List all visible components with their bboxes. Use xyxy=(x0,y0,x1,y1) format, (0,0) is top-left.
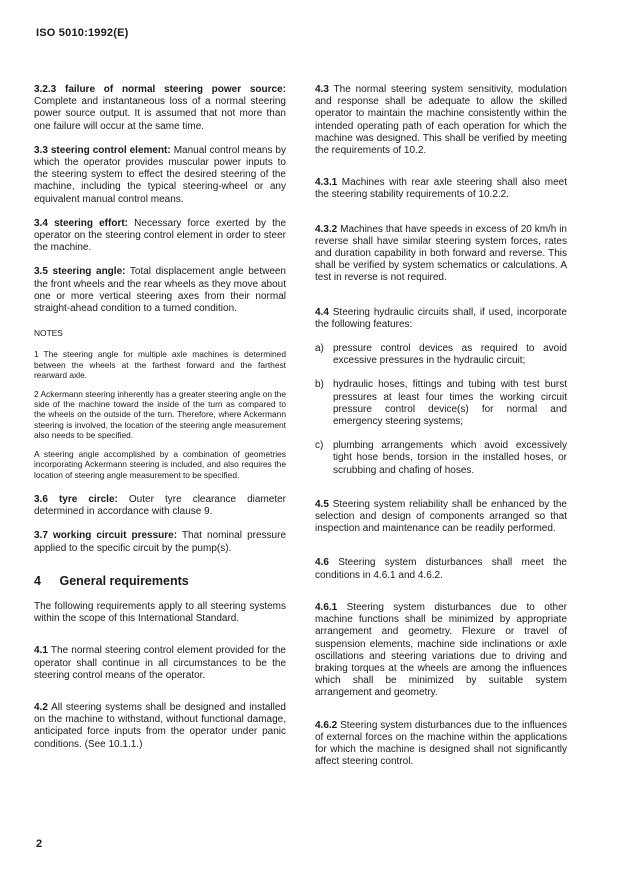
clause-number: 3.5 xyxy=(34,266,48,278)
requirement-4-2 xyxy=(34,702,286,751)
list-text: pressure control devices as required to avoid excessive pressures in the hydraulic circuit; xyxy=(333,343,567,367)
clause-number: 4.5 xyxy=(315,498,329,510)
requirement-4-1 xyxy=(34,645,286,682)
definition-text: Total displacement angle between the front wheels and the rear wheels as they move about one or more vertical steering axes from their normal straight-ahead condition to a turned condition. xyxy=(34,266,286,315)
requirement-4-6-2 xyxy=(315,720,567,769)
requirement-text: Steering system disturbances due to other machine functions shall be minimized by appropriate arrangement and geometry. Flexure or travel of suspension elements, machine side inclinations or axle oscillations and steering variations due to driving and braking torques at the wheels are among the influences which shall be minimized by suitable system arrangement and geometry. xyxy=(315,601,567,699)
clause-number: 4.3.1 xyxy=(315,177,338,189)
clause-number: 4.3 xyxy=(315,84,329,95)
requirement-4-4 xyxy=(315,307,567,331)
left-column xyxy=(34,84,286,763)
page-number: 2 xyxy=(36,838,43,850)
list-text: plumbing arrangements which avoid excessively tight hose bends, torsion in the installed hoses, or scrubbing and chafing of hoses. xyxy=(333,440,567,476)
definition-text: Necessary force exerted by the operator on the steering control element in order to steer the machine. xyxy=(34,217,287,254)
clause-number: 3.2.3 xyxy=(34,84,57,95)
section-number: 4 xyxy=(34,573,41,588)
definition-3-3 xyxy=(34,145,286,206)
note-1: 1 The steering angle for multiple axle machines is determined between the wheels at the farthest forward and the farthest rearward axle. xyxy=(34,349,286,381)
term: failure of normal steering power source: xyxy=(65,84,286,95)
clause-number: 4.1 xyxy=(34,645,48,657)
requirement-4-6-1 xyxy=(315,602,567,700)
definition-3-2-3 xyxy=(34,84,286,133)
requirement-4-3-1 xyxy=(315,177,567,201)
clause-number: 3.7 xyxy=(34,530,48,542)
requirement-4-3 xyxy=(315,84,567,157)
list-label: a) xyxy=(315,343,324,355)
requirement-text: Machines that have speeds in excess of 20 km/h in reverse shall have similar steering system forces, rates and duration capability in both forward and reverse. This shall be verified by system schematics or calculations. A test in reverse is not required. xyxy=(315,223,567,284)
right-column xyxy=(315,84,567,780)
requirement-text: All steering systems shall be designed and installed on the machine to withstand, without functional damage, anticipated force inputs from the operator under panic conditions. (See 10.1.1.) xyxy=(34,701,286,750)
requirement-text: Machines with rear axle steering shall also meet the steering stability requirements of 10.2.2. xyxy=(315,177,567,201)
notes-heading: NOTES xyxy=(34,328,63,339)
requirement-4-3-2 xyxy=(315,224,567,285)
clause-number: 3.4 xyxy=(34,217,48,229)
definition-3-7 xyxy=(34,530,286,554)
definition-3-6 xyxy=(34,494,286,518)
definition-text: Manual control means by which the operator provides muscular power inputs to the steering system to effect the desired steering of the machine, including the typical steering-wheel or any equivalent manual control means. xyxy=(34,144,286,205)
term: working circuit pressure: xyxy=(52,530,178,542)
list-text: hydraulic hoses, fittings and tubing with test burst pressures at least four times the working circuit pressure control device(s) for normal and emergency steering systems; xyxy=(333,379,567,428)
clause-number: 3.3 xyxy=(34,144,48,156)
note-3: A steering angle accomplished by a combination of geometries incorporating Ackermann steering is included, and also requires the location of steering angle measurement to be specified. xyxy=(34,448,286,480)
list-item xyxy=(315,379,567,428)
document-header: ISO 5010:1992(E) xyxy=(36,27,129,39)
note-2: 2 Ackermann steering inherently has a greater steering angle on the side of the machine toward the inside of the turn as compared to the wheels on the outside of the turn. Therefore, where Ackermann steering is involved, the location of the steering angle measurement also needs to be specified. xyxy=(34,388,286,441)
definition-text: That nominal pressure applied to the specific circuit by the pump(s). xyxy=(34,530,287,554)
clause-number: 4.6.1 xyxy=(315,601,338,613)
clause-number: 4.6.2 xyxy=(315,719,338,731)
list-label: c) xyxy=(315,440,324,452)
requirement-text: The normal steering system sensitivity, modulation and response shall be adequate to allow the skilled operator to maintain the machine consistently within the intended operating path of each operation for which the machine was designed. This shall be verified by meeting the requirements of 10.2. xyxy=(315,84,567,157)
requirement-text: Steering system reliability shall be enhanced by the selection and design of components arranged so that inspection and maintenance can be readily performed. xyxy=(315,498,567,535)
requirement-text: The normal steering control element provided for the operator shall continue in all circumstances to be the steering control means of the operator. xyxy=(34,645,286,681)
clause-number: 3.6 xyxy=(34,493,48,505)
requirement-text: Steering system disturbances shall meet the conditions in 4.6.1 and 4.6.2. xyxy=(315,557,567,581)
list-label: b) xyxy=(315,379,324,391)
definition-text: Complete and instantaneous loss of a normal steering power source output. It is assumed that not more than one failure will occur at the same time. xyxy=(34,96,286,132)
list-item xyxy=(315,440,567,477)
term: steering control element: xyxy=(50,144,171,156)
clause-number: 4.3.2 xyxy=(315,223,338,235)
clause-number: 4.6 xyxy=(315,557,329,569)
term: steering angle: xyxy=(52,266,126,278)
requirement-text: Steering hydraulic circuits shall, if used, incorporate the following features: xyxy=(315,306,567,330)
term: tyre circle: xyxy=(58,493,118,505)
requirement-text: Steering system disturbances due to the influences of external forces on the machine within the applications for which the machine is designed shall not significantly affect steering control. xyxy=(315,719,567,768)
clause-number: 4.2 xyxy=(34,701,48,713)
definition-text: Outer tyre clearance diameter determined in accordance with clause 9. xyxy=(34,493,287,518)
requirement-4-5 xyxy=(315,499,567,536)
definition-3-5 xyxy=(34,266,286,315)
definition-3-4 xyxy=(34,218,286,255)
clause-number: 4.4 xyxy=(315,306,329,318)
list-item xyxy=(315,343,567,367)
requirement-4-6 xyxy=(315,557,567,581)
section-heading xyxy=(34,575,286,587)
section-intro: The following requirements apply to all steering systems within the scope of this International Standard. xyxy=(34,600,286,625)
section-title: General requirements xyxy=(59,573,189,588)
term: steering effort: xyxy=(54,217,128,229)
